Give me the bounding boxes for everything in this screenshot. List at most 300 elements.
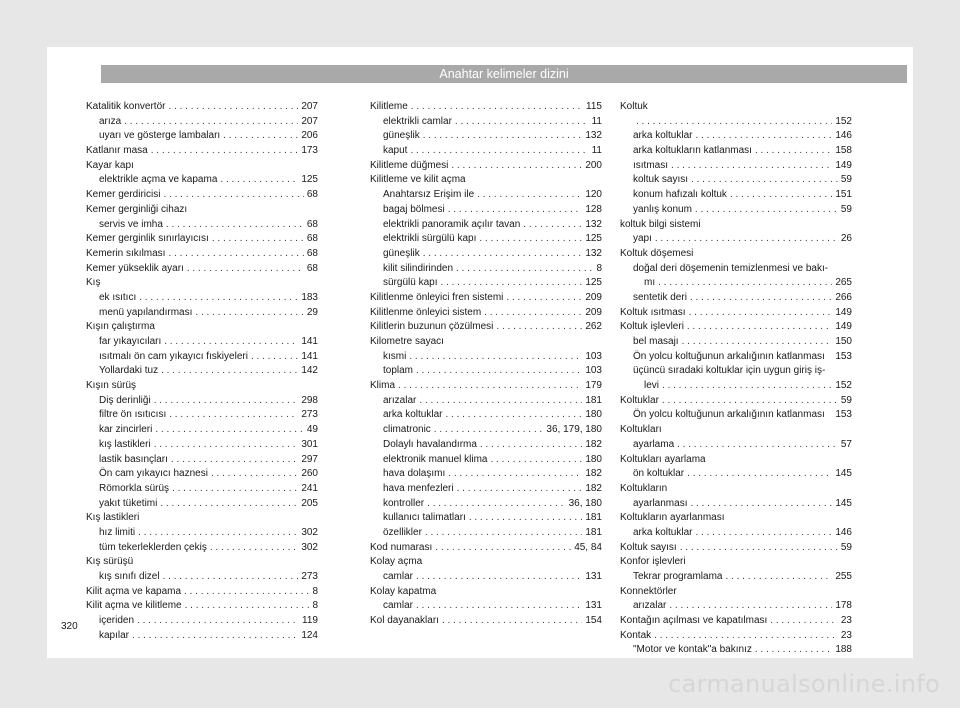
index-term: içeriden <box>99 615 135 627</box>
index-term: Anahtarsız Erişim ile <box>383 189 475 201</box>
index-term: güneşlik <box>383 247 420 259</box>
index-entry <box>86 423 318 438</box>
index-term: Kilit açma ve kapama <box>86 585 182 597</box>
dot-leader <box>680 541 838 556</box>
page-reference: 26 <box>840 233 852 245</box>
index-entry <box>620 100 852 115</box>
page-reference: 241 <box>301 482 318 494</box>
dot-leader <box>168 100 298 115</box>
dot-leader <box>398 379 582 394</box>
index-entry <box>370 262 602 277</box>
index-term: kış sınıfı dizel <box>99 571 160 582</box>
index-term: koltuk sayısı <box>633 174 689 186</box>
dot-leader <box>124 115 298 130</box>
index-entry <box>86 482 318 497</box>
index-entry <box>86 100 318 115</box>
index-entry <box>370 482 602 497</box>
index-term: bel masajı <box>633 336 679 347</box>
page-reference: 124 <box>301 629 318 641</box>
index-column-3 <box>620 100 852 658</box>
dot-leader <box>425 526 582 541</box>
index-term: Kilitleme düğmesi <box>370 159 449 171</box>
index-entry <box>370 188 602 203</box>
index-entry <box>370 159 602 174</box>
index-entry <box>620 394 852 409</box>
index-entry <box>620 306 852 321</box>
index-term: ısıtması <box>633 159 669 171</box>
index-entry <box>620 570 852 585</box>
dot-leader <box>669 599 832 614</box>
index-term: Kontak <box>620 629 652 641</box>
index-entry <box>620 129 852 144</box>
index-term: Koltukları ayarlama <box>620 453 706 465</box>
page-reference: 207 <box>301 115 318 127</box>
index-entry <box>86 541 318 556</box>
index-term: koltuk bilgi sistemi <box>620 218 701 230</box>
index-term: Koltuk işlevleri <box>620 321 684 333</box>
index-entry <box>86 247 318 262</box>
index-term: levi <box>644 380 660 392</box>
dot-leader <box>161 364 298 379</box>
index-entry <box>620 438 852 453</box>
index-entry <box>370 526 602 541</box>
dot-leader <box>172 482 298 497</box>
index-entry <box>620 379 852 394</box>
dot-leader <box>151 144 299 159</box>
index-term: Kolay açma <box>370 556 423 568</box>
page-reference: 149 <box>835 159 852 171</box>
index-term: kış lastikleri <box>99 438 151 450</box>
page-reference: 255 <box>835 571 852 582</box>
index-entry <box>370 306 602 321</box>
index-term: uyarı ve gösterge lambaları <box>99 130 221 142</box>
dot-leader <box>457 482 583 497</box>
index-entry <box>86 232 318 247</box>
index-term: Katlanır masa <box>86 145 148 157</box>
index-entry <box>86 408 318 423</box>
index-entry <box>370 570 602 585</box>
index-entry <box>370 144 602 159</box>
index-term: Kilitleme ve kilit açma <box>370 174 466 186</box>
index-entry <box>370 335 602 350</box>
index-entry <box>620 585 852 600</box>
page-reference: 68 <box>306 218 318 230</box>
index-term: Kilitleme <box>370 101 408 112</box>
dot-leader <box>154 394 299 409</box>
index-term: kullanıcı talimatları <box>383 512 466 524</box>
index-term: elektrikle açma ve kapama <box>99 174 218 186</box>
page-reference: 149 <box>835 306 852 318</box>
index-entry <box>620 526 852 541</box>
index-term: climatronic <box>383 424 431 436</box>
index-term: ek ısıtıcı <box>99 291 137 303</box>
index-entry <box>620 262 852 277</box>
page-reference: 181 <box>585 526 602 538</box>
index-entry <box>620 276 852 291</box>
index-entry <box>620 482 852 497</box>
page-reference: 182 <box>585 438 602 450</box>
dot-leader <box>195 306 303 321</box>
dot-leader <box>423 247 583 262</box>
page-reference: 180 <box>585 453 602 465</box>
index-term: Tekrar programlama <box>633 571 723 582</box>
index-term: arızalar <box>633 600 667 612</box>
index-term: arka koltukların katlanması <box>633 145 752 157</box>
index-entry <box>86 599 318 614</box>
index-term: Ön cam yıkayıcı haznesi <box>99 468 208 480</box>
page-reference: 141 <box>301 350 318 362</box>
index-entry <box>620 423 852 438</box>
dot-leader <box>435 541 571 556</box>
index-entry <box>620 541 852 556</box>
dot-leader <box>166 218 304 233</box>
index-term: Kemer gerginlik sınırlayıcısı <box>86 233 209 245</box>
dot-leader <box>211 467 298 482</box>
index-term: Kayar kapı <box>86 159 134 171</box>
page-reference: 150 <box>835 336 852 347</box>
page-reference: 153 <box>835 350 852 362</box>
page-reference: 131 <box>585 600 602 612</box>
index-term: Kış sürüşü <box>86 556 134 568</box>
index-term: bagaj bölmesi <box>383 203 445 215</box>
index-entry <box>86 188 318 203</box>
index-entry <box>370 364 602 379</box>
index-entry <box>86 453 318 468</box>
dot-leader <box>690 497 832 512</box>
page-reference: 181 <box>585 512 602 524</box>
page-reference: 141 <box>301 336 318 347</box>
page-reference: 297 <box>301 453 318 465</box>
index-term: yakıt tüketimi <box>99 497 158 509</box>
index-entry <box>86 438 318 453</box>
page-reference: 11 <box>591 115 602 127</box>
dot-leader <box>187 262 304 277</box>
index-term: Klima <box>370 380 396 392</box>
index-term: Kilitlenme önleyici fren sistemi <box>370 291 504 303</box>
index-entry <box>370 203 602 218</box>
index-entry <box>370 408 602 423</box>
dot-leader <box>427 497 565 512</box>
page-reference: 132 <box>585 130 602 142</box>
index-entry <box>620 511 852 526</box>
index-term: ön koltuklar <box>633 468 685 480</box>
index-term: Koltuk <box>620 101 648 112</box>
index-entry <box>370 129 602 144</box>
index-term: hava dolaşımı <box>383 468 446 480</box>
dot-leader <box>423 129 583 144</box>
page-reference: 8 <box>596 262 602 274</box>
index-term: tüm tekerleklerden çekiş <box>99 541 207 553</box>
dot-leader <box>655 232 838 247</box>
index-term: Kış lastikleri <box>86 512 140 524</box>
index-entry <box>370 555 602 570</box>
index-term: Kol dayanakları <box>370 615 439 627</box>
dot-leader <box>154 438 299 453</box>
index-entry <box>620 629 852 644</box>
page-reference: 132 <box>585 218 602 230</box>
page-reference: 183 <box>301 291 318 303</box>
index-entry <box>86 585 318 600</box>
index-entry <box>370 232 602 247</box>
index-term: Koltuk döşemesi <box>620 247 694 259</box>
index-term: sentetik deri <box>633 291 687 303</box>
page-reference: 158 <box>835 145 852 157</box>
dot-leader <box>448 467 582 482</box>
index-entry <box>620 364 852 379</box>
index-entry <box>86 335 318 350</box>
page-reference: 182 <box>585 468 602 480</box>
index-term: kapılar <box>99 629 130 641</box>
index-entry <box>86 467 318 482</box>
page-reference: 209 <box>585 291 602 303</box>
index-term: Koltuk ısıtması <box>620 306 686 318</box>
index-entry <box>370 541 602 556</box>
index-term: camlar <box>383 600 414 612</box>
index-entry <box>86 262 318 277</box>
index-entry <box>86 306 318 321</box>
dot-leader <box>137 614 299 629</box>
index-entry <box>86 379 318 394</box>
manual-page <box>47 47 913 658</box>
index-entry <box>620 614 852 629</box>
page-reference: 68 <box>306 233 318 245</box>
dot-leader <box>442 614 582 629</box>
page-reference: 182 <box>585 482 602 494</box>
index-entry <box>370 438 602 453</box>
page-reference: 207 <box>301 101 318 112</box>
index-term: "Motor ve kontak"a bakınız <box>633 644 752 656</box>
dot-leader <box>755 144 832 159</box>
index-entry <box>370 585 602 600</box>
dot-leader <box>671 159 832 174</box>
page-reference: 180 <box>585 409 602 421</box>
index-term: Katalitik konvertör <box>86 101 166 112</box>
page-reference: 57 <box>840 438 852 450</box>
page-reference: 173 <box>301 145 318 157</box>
index-entry <box>370 247 602 262</box>
dot-leader <box>448 203 583 218</box>
page-reference: 119 <box>302 615 318 627</box>
page-reference: 125 <box>585 233 602 245</box>
index-entry <box>620 159 852 174</box>
page-reference: 103 <box>585 350 602 362</box>
index-term: Konnektörler <box>620 585 677 597</box>
index-entry <box>620 320 852 335</box>
index-entry <box>370 423 602 438</box>
index-entry <box>620 173 852 188</box>
page-reference: 8 <box>312 585 318 597</box>
index-title: Anahtar kelimeler dizini <box>439 67 569 81</box>
index-term: camlar <box>383 571 414 582</box>
page-reference: 23 <box>840 615 852 627</box>
index-entry <box>620 408 852 423</box>
dot-leader <box>416 364 582 379</box>
dot-leader <box>496 320 582 335</box>
dot-leader <box>210 541 298 556</box>
dot-leader <box>725 570 832 585</box>
index-entry <box>86 115 318 130</box>
dot-leader <box>682 335 833 350</box>
page-reference: 145 <box>835 468 852 480</box>
page-reference: 205 <box>301 497 318 509</box>
page-reference: 260 <box>301 468 318 480</box>
dot-leader <box>416 570 582 585</box>
index-term: elektrikli sürgülü kapı <box>383 233 477 245</box>
index-term: arıza <box>99 115 122 127</box>
dot-leader <box>163 188 303 203</box>
index-term: konum hafızalı koltuk <box>633 189 727 201</box>
index-term: arka koltuklar <box>383 409 443 421</box>
index-term: yanlış konum <box>633 203 692 215</box>
index-term: filtre ön ısıtıcısı <box>99 409 167 421</box>
index-term: Kontağın açılması ve kapatılması <box>620 615 768 627</box>
dot-leader <box>484 306 582 321</box>
page-reference: 181 <box>585 394 602 406</box>
page-reference: 125 <box>301 174 318 186</box>
page-reference: 23 <box>840 629 852 641</box>
index-entry <box>620 350 852 365</box>
index-term: Römorkla sürüş <box>99 482 170 494</box>
index-entry <box>620 555 852 570</box>
index-term: hava menfezleri <box>383 482 454 494</box>
dot-leader <box>220 173 298 188</box>
index-term: Kemerin sıkılması <box>86 247 166 259</box>
index-entry <box>370 218 602 233</box>
index-term: Kod numarası <box>370 541 433 553</box>
index-entry <box>370 497 602 512</box>
dot-leader <box>689 306 833 321</box>
page-reference: 49 <box>306 424 318 436</box>
page-reference: 179 <box>585 380 602 392</box>
page-reference: 36, 179, 180 <box>546 424 602 436</box>
dot-leader <box>163 570 299 585</box>
dot-leader <box>506 291 582 306</box>
index-term: arızalar <box>383 394 417 406</box>
index-entry <box>370 276 602 291</box>
page-reference: 302 <box>301 541 318 553</box>
dot-leader <box>164 335 298 350</box>
index-term: Kemer gerginliği cihazı <box>86 203 188 215</box>
dot-leader <box>139 291 298 306</box>
index-entry <box>86 173 318 188</box>
index-term: Kemer yükseklik ayarı <box>86 262 184 274</box>
page-reference: 178 <box>835 600 852 612</box>
dot-leader <box>695 203 838 218</box>
index-term: ısıtmalı ön cam yıkayıcı fıskiyeleri <box>99 350 248 362</box>
dot-leader <box>410 144 588 159</box>
page-reference: 68 <box>306 189 318 201</box>
page-reference: 120 <box>585 189 602 201</box>
dot-leader <box>185 599 310 614</box>
index-entry <box>370 394 602 409</box>
page-reference: 115 <box>586 101 602 112</box>
dot-leader <box>636 115 832 130</box>
page-reference: 149 <box>835 321 852 333</box>
index-entry <box>86 570 318 585</box>
index-entry <box>370 379 602 394</box>
index-entry <box>370 100 602 115</box>
index-term: kaput <box>383 145 408 157</box>
dot-leader <box>687 320 832 335</box>
index-entry <box>620 497 852 512</box>
dot-leader <box>695 526 832 541</box>
index-header <box>101 65 907 83</box>
dot-leader <box>251 350 298 365</box>
index-entry <box>620 247 852 262</box>
index-entry <box>620 453 852 468</box>
dot-leader <box>690 291 832 306</box>
index-term: Dolaylı havalandırma <box>383 438 477 450</box>
dot-leader <box>662 394 838 409</box>
dot-leader <box>687 467 832 482</box>
index-term: elektrikli panoramik açılır tavan <box>383 218 521 230</box>
page-reference: 262 <box>585 321 602 333</box>
index-term: özellikler <box>383 526 422 538</box>
index-term: güneşlik <box>383 130 420 142</box>
page-reference: 59 <box>840 541 852 553</box>
page-reference: 146 <box>835 130 852 142</box>
page-reference: 36, 180 <box>568 497 602 509</box>
index-entry <box>86 364 318 379</box>
dot-leader <box>770 614 838 629</box>
index-entry <box>86 291 318 306</box>
dot-leader <box>445 408 582 423</box>
index-term: Kış <box>86 277 101 289</box>
index-entry <box>620 232 852 247</box>
page-reference: 153 <box>835 409 852 421</box>
index-entry <box>86 394 318 409</box>
index-term: Konfor işlevleri <box>620 556 686 568</box>
index-term: elektrikli camlar <box>383 115 452 127</box>
index-term: kısmi <box>383 350 407 362</box>
page-reference: 128 <box>585 203 602 215</box>
index-entry <box>86 218 318 233</box>
index-entry <box>86 526 318 541</box>
page-reference: 29 <box>306 306 318 318</box>
index-term: Kışın sürüş <box>86 380 137 392</box>
index-term: elektronik manuel klima <box>383 453 488 465</box>
index-entry <box>620 115 852 130</box>
page-reference: 302 <box>301 526 318 538</box>
index-term: Kilometre sayacı <box>370 336 444 347</box>
index-term: Koltukları <box>620 424 662 436</box>
index-term: Kemer gerdiricisi <box>86 189 161 201</box>
page-reference: 45, 84 <box>574 541 602 553</box>
index-term: Koltuklar <box>620 394 659 406</box>
index-entry <box>620 335 852 350</box>
page-reference: 298 <box>301 394 318 406</box>
index-term: Kilitlenme önleyici sistem <box>370 306 482 318</box>
page-reference: 152 <box>835 115 852 127</box>
index-entry <box>86 497 318 512</box>
index-term: kontroller <box>383 497 425 509</box>
index-term: Koltuk sayısı <box>620 541 677 553</box>
index-term: servis ve imha <box>99 218 163 230</box>
index-term: arka koltuklar <box>633 526 693 538</box>
dot-leader <box>662 379 832 394</box>
index-term: far yıkayıcıları <box>99 336 162 347</box>
page-reference: 59 <box>840 394 852 406</box>
dot-leader <box>212 232 304 247</box>
index-entry <box>370 291 602 306</box>
index-entry <box>370 115 602 130</box>
index-term: mı <box>644 277 656 289</box>
index-entry <box>370 350 602 365</box>
dot-leader <box>184 585 309 600</box>
dot-leader <box>223 129 298 144</box>
index-term: Diş derinliği <box>99 394 151 406</box>
dot-leader <box>416 599 582 614</box>
